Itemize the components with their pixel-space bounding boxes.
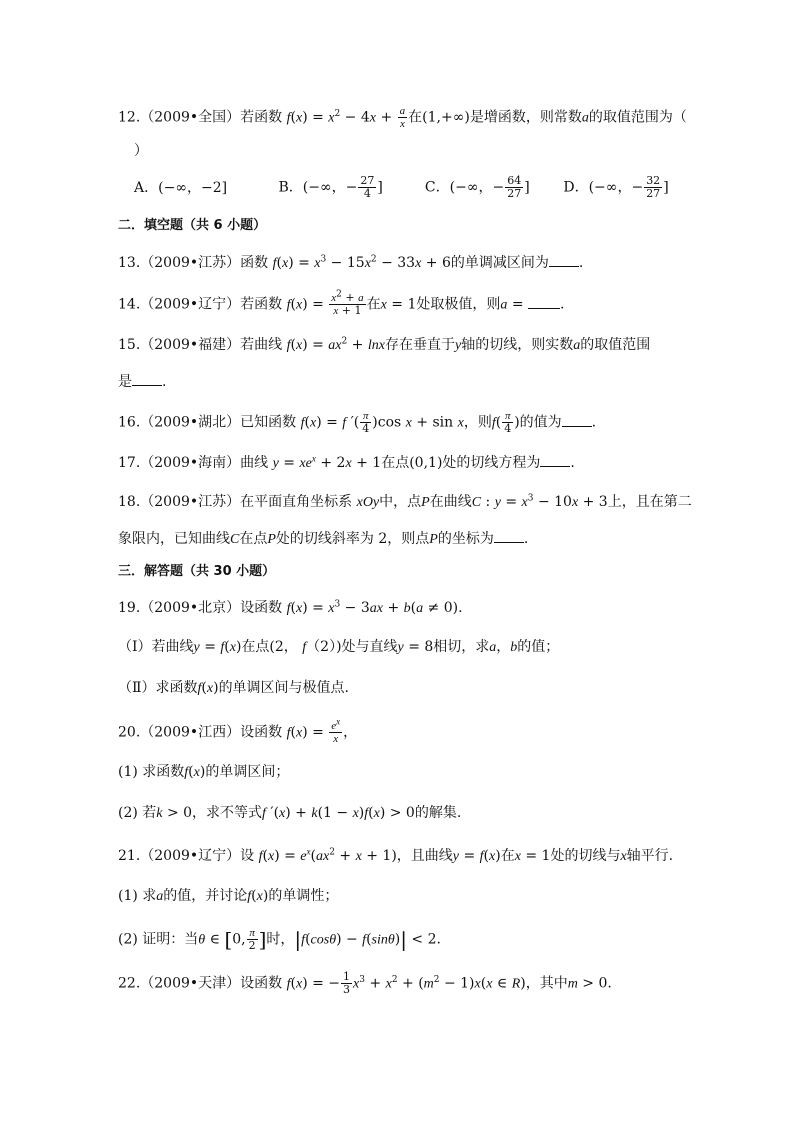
question-20: 20.（2009•江西）设函数 f(x) = $\frac{e^x}{x}$ ， [118, 716, 358, 745]
question-15: 15.（2009•福建）若曲线 $f(x) = ax^2 + \ln x$存在垂直于y轴的切线，则实数a的取值范围 [118, 336, 651, 353]
question-22: 22.（2009•天津）设函数 f(x) = − $\frac{1}{3}$ $x^3 + x^2 + (m^2 - 1)x(x$ ∈ R)，其中m > 0. [118, 970, 612, 996]
question-14: 14.（2009•辽宁）若函数 f(x) = $\frac{x^2 + a}{x + 1}$ 在x = 1处取极值，则a = . [118, 289, 565, 317]
question-19: 19.（2009•北京）设函数 $f(x) = x^3 - 3ax + b(a \ne 0)$. [118, 599, 463, 616]
question-16: 16.（2009•湖北）已知函数 f(x) = f ′( $\frac{\pi}{4}$ )cos x + sin x，则f( $\frac{\pi}{4}$ )的值为 . [118, 410, 597, 435]
question-20-part-1: (1) 求函数f(x)的单调区间； [118, 764, 290, 780]
answer-blank [494, 529, 524, 543]
question-13: 13.（2009•江苏）函数 $f(x) = x^3 - 15x^2 - 33x + 6$的单调减区间为 . [118, 254, 584, 271]
question-20-part-2: (2) 若k > 0，求不等式f ′(x) + k(1 − x)f(x) > 0的解集. [118, 805, 462, 821]
question-18: 18.（2009•江苏）在平面直角坐标系 xOy中，点P在曲线C : $y = x^3 - 10x + 3$上，且在第二 [118, 493, 692, 510]
answer-blank [132, 372, 162, 386]
question-21: 21.（2009•辽宁）设 $f(x) = e^x(ax^2 + x + 1)$，且曲线y = f(x)在x = 1处的切线与x轴平行. [118, 846, 674, 864]
question-15-cont: 是 . [118, 374, 167, 390]
question-19-part-2: （Ⅱ）求函数f(x)的单调区间与极值点. [118, 680, 350, 696]
section-fill-in-heading: 二．填空题（共 6 小题） [118, 218, 267, 233]
question-12: 12.（2009•全国）若函数 $f(x) = x^2 - 4x$ + $\frac{a}{x}$ 在(1,+∞)是增函数，则常数a的取值范围为（ [118, 105, 687, 130]
answer-blank [562, 413, 592, 427]
answer-blank [549, 253, 579, 267]
question-21-part-2: (2) 证明：当θ ∈ [0, $\frac{\pi}{2}$ ]时，|f(cosθ) − f(sinθ)| < 2. [118, 927, 441, 952]
question-12-close: ） [134, 143, 148, 159]
question-12-choices: A．(−∞，−2] B．(−∞，− $\frac{27}{4}$ ] C．(−∞，− $\frac{64}{27}$ ] D．(−∞，− $\frac{32}{27}$ ] [134, 174, 669, 200]
question-18-cont: 象限内，已知曲线C在点P处的切线斜率为 2，则点P的坐标为 . [118, 531, 529, 547]
question-21-part-1: (1) 求a的值，并讨论f(x)的单调性； [118, 888, 339, 904]
answer-blank [540, 453, 570, 467]
question-19-part-1: （Ⅰ）若曲线y = f(x)在点(2， f（2）)处与直线y = 8相切，求a，b的值； [118, 639, 560, 655]
section-solve-heading: 三．解答题（共 30 小题） [118, 564, 276, 579]
question-17: 17.（2009•海南）曲线 $y = xe^x + 2x + 1$在点(0,1)处的切线方程为 . [118, 453, 575, 471]
answer-blank [528, 295, 560, 309]
